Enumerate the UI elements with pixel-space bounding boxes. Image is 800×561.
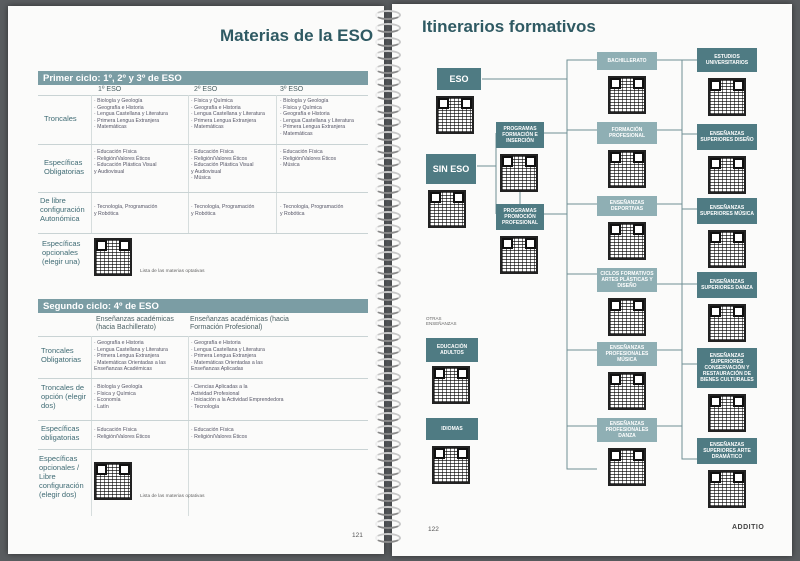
divider <box>188 95 189 233</box>
spiral-ring <box>375 171 401 181</box>
cell-line: · Religión/Valores Éticos <box>280 155 337 162</box>
table-cell <box>191 98 265 131</box>
qr-code[interactable] <box>608 222 646 260</box>
section-header-second-cycle: Segundo ciclo: 4º de ESO <box>38 299 368 313</box>
table-cell <box>94 427 150 440</box>
section-header-first-cycle: Primer ciclo: 1º, 2º y 3º de ESO <box>38 71 368 85</box>
cell-line: · Biología y Geología <box>94 384 143 390</box>
cell-line: · Biología y Geología <box>94 98 143 104</box>
spiral-ring <box>375 399 401 409</box>
cell-line: · Lengua Castellana y Literatura <box>94 111 168 117</box>
spiral-ring <box>375 104 401 114</box>
qr-code[interactable] <box>708 394 746 432</box>
node-superiores-conservacion[interactable]: ENSEÑANZAS SUPERIORES CONSERVACIÓN Y RESTAURACIÓN DE BIENES CULTURALES <box>697 348 757 388</box>
cell-line: y Audiovisual <box>191 168 222 175</box>
column-header: Enseñanzas académicas (hacia Formación Profesional) <box>190 316 289 331</box>
table-cell <box>94 384 142 410</box>
cell-line: · Geografía e Historia <box>191 340 241 346</box>
spiral-ring <box>375 533 401 543</box>
cell-line: · Educación Física <box>280 149 323 155</box>
divider <box>188 336 189 516</box>
qr-code[interactable] <box>708 304 746 342</box>
node-bachillerato[interactable]: BACHILLERATO <box>597 52 657 70</box>
column-header: 1º ESO <box>98 86 122 93</box>
left-page <box>8 6 384 554</box>
spiral-ring <box>375 211 401 221</box>
node-sin-eso[interactable]: SIN ESO <box>426 154 476 184</box>
spiral-ring <box>375 479 401 489</box>
cell-line: · Música <box>280 162 300 168</box>
cell-line: · Matemáticas Orientadas a las <box>94 359 166 366</box>
cell-line: · Educación Física <box>191 427 234 433</box>
cell-line: · Lengua Castellana y Literatura <box>94 346 168 353</box>
table-cell <box>94 204 157 217</box>
page-title: Itinerarios formativos <box>422 17 596 36</box>
qr-code[interactable] <box>608 76 646 114</box>
spiral-ring <box>375 77 401 87</box>
cell-line: · Iniciación a la Actividad Emprendedora <box>191 397 284 403</box>
node-estudios-universitarios[interactable]: ESTUDIOS UNIVERSITARIOS <box>697 48 757 72</box>
node-educacion-adultos[interactable]: EDUCACIÓN ADULTOS <box>426 338 478 362</box>
cell-line: · Latín <box>94 403 109 410</box>
cell-line: · Educación Plástica Visual <box>94 162 157 168</box>
table-cell <box>94 98 168 131</box>
cell-line: · Tecnología, Programación <box>280 204 344 210</box>
cell-line: · Matemáticas <box>191 124 224 130</box>
row-label: Troncales de opción (elegir dos) <box>41 383 87 410</box>
qr-code[interactable] <box>608 372 646 410</box>
otras-ensenanzas-label: OTRAS ENSEÑANZAS <box>426 316 457 326</box>
node-profesionales-musica[interactable]: ENSEÑANZAS PROFESIONALES MÚSICA <box>597 342 657 366</box>
row-label: Troncales <box>44 114 77 123</box>
cell-line: y Audiovisual <box>94 168 125 175</box>
divider <box>38 420 368 421</box>
cell-line: · Primera Lengua Extranjera <box>191 117 257 124</box>
cell-line: · Educación Plástica Visual <box>191 162 254 168</box>
row-label: Específicas opcionales (elegir una) <box>42 239 81 266</box>
spiral-ring <box>375 439 401 449</box>
qr-code[interactable] <box>708 470 746 508</box>
spiral-ring <box>375 265 401 275</box>
cell-line: · Geografía e Historia <box>280 111 330 117</box>
cell-line: Enseñanzas Académicas <box>94 366 152 372</box>
divider <box>38 336 368 337</box>
spiral-ring <box>375 305 401 315</box>
cell-line: y Robótica <box>191 210 216 217</box>
spiral-ring <box>375 10 401 20</box>
node-superiores-arte-dramatico[interactable]: ENSEÑANZAS SUPERIORES ARTE DRAMÁTICO <box>697 438 757 464</box>
cell-line: · Tecnología, Programación <box>191 204 255 210</box>
divider <box>38 233 368 234</box>
divider <box>38 378 368 379</box>
spiral-ring <box>375 332 401 342</box>
node-programas-formacion[interactable]: PROGRAMAS FORMACIÓN E INSERCIÓN <box>496 122 544 148</box>
node-profesionales-danza[interactable]: ENSEÑANZAS PROFESIONALES DANZA <box>597 418 657 442</box>
cell-line: · Matemáticas Orientadas a las <box>191 359 263 366</box>
qr-code[interactable] <box>500 154 538 192</box>
cell-line: · Religión/Valores Éticos <box>191 433 248 440</box>
table-cell <box>94 340 168 373</box>
cell-line: Enseñanzas Aplicadas <box>191 366 244 372</box>
row-label: Troncales Obligatorias <box>41 346 82 364</box>
node-superiores-musica[interactable]: ENSEÑANZAS SUPERIORES MÚSICA <box>697 198 757 224</box>
cell-line: · Religión/Valores Éticos <box>94 433 151 440</box>
cell-line: · Primera Lengua Extranjera <box>191 353 257 359</box>
cell-line: · Tecnología, Programación <box>94 204 158 210</box>
spiral-ring <box>375 144 401 154</box>
cell-line: · Tecnología <box>191 403 220 410</box>
optional-subjects-note: Lista de las materias optativas <box>140 269 205 274</box>
qr-code[interactable] <box>608 298 646 336</box>
divider <box>38 192 368 193</box>
cell-line: · Geografía e Historia <box>94 104 144 111</box>
divider <box>38 449 368 450</box>
cell-line: · Matemáticas <box>94 124 127 130</box>
publisher-logo: ADDITIO <box>732 524 765 531</box>
divider <box>38 144 368 145</box>
spiral-ring <box>375 466 401 476</box>
node-idiomas[interactable]: IDIOMAS <box>426 418 478 440</box>
table-cell <box>280 149 336 169</box>
divider <box>91 95 92 233</box>
cell-line: · Primera Lengua Extranjera <box>94 353 160 359</box>
cell-line: · Educación Física <box>191 149 234 155</box>
cell-line: · Biología y Geología <box>280 98 329 104</box>
table-cell <box>280 204 343 217</box>
table-cell <box>280 98 354 137</box>
cell-line: · Lengua Castellana y Literatura <box>191 346 265 353</box>
spiral-ring <box>375 131 401 141</box>
qr-code[interactable] <box>708 78 746 116</box>
node-formacion-profesional[interactable]: FORMACIÓN PROFESIONAL <box>597 122 657 144</box>
cell-line: · Ciencias Aplicadas a la <box>191 384 248 390</box>
divider <box>276 95 277 233</box>
qr-code[interactable] <box>432 366 470 404</box>
page-number: 122 <box>428 526 439 533</box>
cell-line: · Física y Química <box>94 390 136 397</box>
spiral-ring <box>375 278 401 288</box>
row-label: Específicas obligatorias <box>41 424 80 442</box>
right-page <box>392 4 792 556</box>
node-ensenanzas-deportivas[interactable]: ENSEÑANZAS DEPORTIVAS <box>597 196 657 216</box>
qr-code[interactable] <box>432 446 470 484</box>
qr-code[interactable] <box>608 448 646 486</box>
qr-code[interactable] <box>708 156 746 194</box>
table-cell <box>191 340 265 373</box>
page-title: Materias de la ESO <box>220 26 374 45</box>
cell-line: · Física y Química <box>280 104 322 111</box>
spiral-ring <box>375 345 401 355</box>
cell-line: · Primera Lengua Extranjera <box>280 124 346 130</box>
page-number: 121 <box>352 532 363 539</box>
cell-line: · Economía <box>94 397 121 403</box>
qr-code[interactable] <box>428 190 466 228</box>
divider <box>91 336 92 516</box>
table-cell <box>191 427 247 440</box>
qr-code[interactable] <box>94 238 132 276</box>
cell-line: · Geografía e Historia <box>191 104 241 111</box>
spiral-ring <box>375 64 401 74</box>
row-label: Específicas Obligatorias <box>44 158 85 176</box>
cell-line: Actividad Profesional <box>191 390 240 397</box>
cell-line: y Robótica <box>280 210 305 217</box>
cell-line: y Robótica <box>94 210 119 217</box>
node-programas-promocion[interactable]: PROGRAMAS PROMOCIÓN PROFESIONAL <box>496 204 544 230</box>
cell-line: · Matemáticas <box>280 130 313 137</box>
table-cell <box>94 149 156 175</box>
cell-line: · Educación Física <box>94 149 137 155</box>
cell-line: · Física y Química <box>191 98 233 104</box>
cell-line: · Religión/Valores Éticos <box>94 155 151 162</box>
spiral-ring <box>375 506 401 516</box>
cell-line: · Música <box>191 175 211 181</box>
column-header: 2º ESO <box>194 86 218 93</box>
column-header: 3º ESO <box>280 86 304 93</box>
cell-line: · Religión/Valores Éticos <box>191 155 248 162</box>
spiral-ring <box>375 238 401 248</box>
qr-code[interactable] <box>708 230 746 268</box>
row-label: De libre configuración Autonómica <box>40 196 85 223</box>
optional-subjects-note: Lista de las materias optativas <box>140 494 205 499</box>
spiral-ring <box>375 412 401 422</box>
node-eso[interactable]: ESO <box>437 68 481 90</box>
spiral-ring <box>375 37 401 47</box>
qr-code[interactable] <box>500 236 538 274</box>
cell-line: · Lengua Castellana y Literatura <box>191 111 265 117</box>
row-label: Específicas opcionales / Libre configuración (elegir dos) <box>39 454 84 499</box>
spiral-ring <box>375 372 401 382</box>
table-cell <box>191 204 254 217</box>
node-superiores-diseno[interactable]: ENSEÑANZAS SUPERIORES DISEÑO <box>697 124 757 150</box>
qr-code[interactable] <box>94 462 132 500</box>
cell-line: · Primera Lengua Extranjera <box>94 117 160 124</box>
cell-line: · Geografía e Historia <box>94 340 144 346</box>
qr-code[interactable] <box>436 96 474 134</box>
table-cell <box>191 149 253 182</box>
node-superiores-danza[interactable]: ENSEÑANZAS SUPERIORES DANZA <box>697 272 757 298</box>
spiral-ring <box>375 198 401 208</box>
node-artes-plasticas[interactable]: CICLOS FORMATIVOS ARTES PLÁSTICAS Y DISEÑO <box>597 268 657 292</box>
qr-code[interactable] <box>608 150 646 188</box>
cell-line: · Educación Física <box>94 427 137 433</box>
column-header: Enseñanzas académicas (hacia Bachillerato) <box>96 316 174 331</box>
divider <box>38 95 368 96</box>
cell-line: · Lengua Castellana y Literatura <box>280 117 354 124</box>
table-cell <box>191 384 284 410</box>
